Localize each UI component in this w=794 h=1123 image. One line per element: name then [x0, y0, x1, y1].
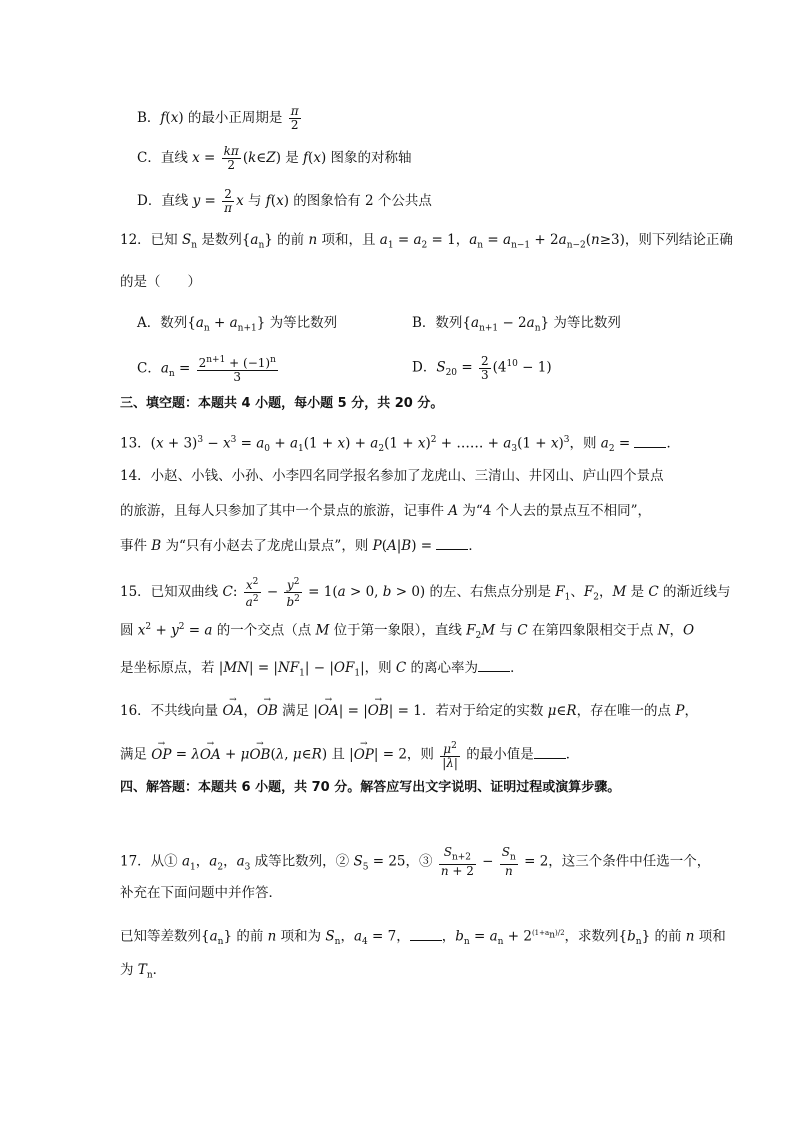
section-4-heading: 四、解答题：本题共 6 小题，共 70 分。解答应写出文字说明、证明过程或演算步骤。 — [120, 780, 621, 795]
question-16-line1: 16．不共线向量 → OA，→ OB 满足 |→ OA| = |→ OB| = 1．若对于给定的实数 μ∈R，存在唯一的点 P， — [120, 701, 698, 721]
question-15-line3: 是坐标原点，若 $|MN| = |NF_1| - |OF_1|$，则 C 的离心率为 ． — [120, 660, 524, 679]
question-17-line3: 已知等差数列$\{a_n\}$ 的前 n 项和为 $S_n$，$a_4 = 7$， ，$b_n = a_n + 2^{(1+a_n)/2}$，求数列$\{b_n\}$ 的前 n 项和 — [120, 928, 726, 948]
question-13: 13．$(x + 3)^3 - x^3 = a_0 + a_1(1 + x) + a_2(1 + x)^2$ + …… + $a_3(1 + x)^3$，则 $a_2$ = ． — [120, 435, 680, 455]
b-option: B．f(x) 的最小正周期是 $\frac{\pi}{2}$ — [137, 104, 299, 132]
question-14-line3: 事件 B 为“只有小赵去了龙虎山景点”，则 P(A|B) = ． — [120, 538, 482, 554]
c-option: C．直线 x = $\frac{k\pi}{2}$ (k∈Z) 是 f(x) 图象的对称轴 — [137, 144, 412, 172]
question-17-line1: 17．从① $a_1$，$a_2$，$a_3$ 成等比数列，② $S_5 = 25$，③ $\frac{S_{n+2}}{n + 2}$ − $\frac{S_n}{n}$ = 2，这三个条件中任选一个， — [120, 845, 711, 879]
question-12-option-a: A．数列$\{a_n + a_{n+1}\}$ 为等比数列 — [137, 315, 338, 334]
question-15-line2: 圆 $x^2 + y^2 = a$ 的一个交点（点 M 位于第一象限），直线 $F_2M$ 与 C 在第四象限相交于点 N，O — [120, 622, 695, 642]
question-14-line2: 的旅游，且每人只参加了其中一个景点的旅游，记事件 A 为“4 个人去的景点互不相同”， — [120, 503, 652, 519]
question-15-line1: 15．已知双曲线 C: $\frac{x^2}{a^2}$ − $\frac{y^2}{b^2}$ = 1(a > 0, b > 0) 的左、右焦点分别是 $F_1$、$F_2$，M 是 C 的渐近线与 — [120, 577, 731, 609]
question-17-line2: 补充在下面问题中并作答． — [120, 885, 282, 901]
question-12-line1: 12．已知 $S_n$ 是数列$\{a_n\}$ 的前 n 项和，且 $a_1 = a_2 = 1$，$a_n = a_{n-1} + 2a_{n-2}(n\ge 3)$，则下列结论正确 — [120, 232, 733, 251]
question-17-line4: 为 $T_n$． — [120, 962, 167, 981]
question-12-option-d: D．$S_{20}$ = $\frac{2}{3}$ $(4^{10} - 1)$ — [412, 353, 552, 382]
d-option: D．直线 y = $\frac{2}{\pi}$ x 与 f(x) 的图象恰有 2 个公共点 — [137, 187, 432, 215]
section-3-heading: 三、填空题：本题共 4 小题，每小题 5 分，共 20 分。 — [120, 396, 444, 411]
question-12-option-c: C．$a_n$ = $\frac{2^{n+1} + (-1)^n}{3}$ — [137, 355, 276, 384]
question-12-line2: 的是（ ） — [120, 274, 201, 290]
question-14-line1: 14．小赵、小钱、小孙、小李四名同学报名参加了龙虎山、三清山、井冈山、庐山四个景点 — [120, 468, 664, 484]
question-12-option-b: B．数列$\{a_{n+1} - 2a_n\}$ 为等比数列 — [412, 315, 621, 334]
question-16-line2: 满足 → OP = λ→ OA + μ→ OB(λ, μ∈R) 且 |→ OP| = 2，则 $\frac{\mu^2}{|\lambda|}$ 的最小值是 ． — [120, 740, 579, 770]
